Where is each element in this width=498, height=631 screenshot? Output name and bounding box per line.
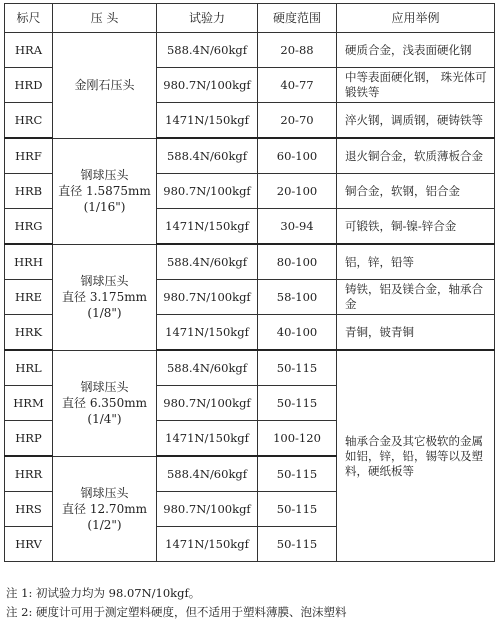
indenter-cell: 金刚石压头 xyxy=(53,33,157,139)
force-cell: 588.4N/60kgf xyxy=(157,244,258,280)
force-cell: 980.7N/100kgf xyxy=(157,492,258,527)
scale-cell: HRV xyxy=(5,527,53,562)
scale-cell: HRL xyxy=(5,350,53,386)
range-cell: 80-100 xyxy=(258,244,337,280)
indenter-cell: 钢球压头 直径 6.350mm (1/4") xyxy=(53,350,157,456)
merged-application-cell: 轴承合金及其它极软的金属如铝，锌，铅，锡等以及塑料，硬纸板等 xyxy=(337,350,495,562)
note-1: 注 1: 初试验力均为 98.07N/10kgf。 xyxy=(6,586,201,600)
range-cell: 60-100 xyxy=(258,138,337,174)
range-cell: 50-115 xyxy=(258,527,337,562)
table-row xyxy=(5,33,495,68)
force-cell: 1471N/150kgf xyxy=(157,527,258,562)
range-cell: 50-115 xyxy=(258,492,337,527)
scale-cell: HRA xyxy=(5,33,53,68)
scale-cell: HRK xyxy=(5,315,53,351)
range-cell: 40-100 xyxy=(258,315,337,351)
force-cell: 588.4N/60kgf xyxy=(157,350,258,386)
application-cell: 中等表面硬化钢， 珠光体可锻铁等 xyxy=(337,68,495,103)
application-cell: 铜合金，软钢，铝合金 xyxy=(337,174,495,209)
range-cell: 20-70 xyxy=(258,103,337,139)
indenter-cell: 钢球压头 直径 1.5875mm (1/16") xyxy=(53,138,157,244)
scale-cell: HRB xyxy=(5,174,53,209)
range-cell: 40-77 xyxy=(258,68,337,103)
scale-cell: HRF xyxy=(5,138,53,174)
scale-cell: HRS xyxy=(5,492,53,527)
table-header-row xyxy=(5,4,495,33)
scale-cell: HRC xyxy=(5,103,53,139)
force-cell: 588.4N/60kgf xyxy=(157,33,258,68)
range-cell: 20-100 xyxy=(258,174,337,209)
range-cell: 50-115 xyxy=(258,350,337,386)
range-cell: 100-120 xyxy=(258,421,337,457)
range-cell: 50-115 xyxy=(258,386,337,421)
scale-cell: HRH xyxy=(5,244,53,280)
range-cell: 58-100 xyxy=(258,280,337,315)
force-cell: 588.4N/60kgf xyxy=(157,456,258,492)
range-cell: 30-94 xyxy=(258,209,337,245)
indenter-cell: 钢球压头 直径 3.175mm (1/8") xyxy=(53,244,157,350)
scale-cell: HRP xyxy=(5,421,53,457)
application-cell: 铸铁，铝及镁合金，轴承合金 xyxy=(337,280,495,315)
table-row xyxy=(5,138,495,174)
table-row xyxy=(5,350,495,386)
application-cell: 退火铜合金，软质薄板合金 xyxy=(337,138,495,174)
force-cell: 1471N/150kgf xyxy=(157,209,258,245)
force-cell: 1471N/150kgf xyxy=(157,103,258,139)
range-cell: 20-88 xyxy=(258,33,337,68)
force-cell: 980.7N/100kgf xyxy=(157,280,258,315)
force-cell: 1471N/150kgf xyxy=(157,315,258,351)
scale-cell: HRM xyxy=(5,386,53,421)
application-cell: 淬火钢，调质钢，硬铸铁等 xyxy=(337,103,495,139)
force-cell: 980.7N/100kgf xyxy=(157,386,258,421)
rockwell-scale-table xyxy=(4,3,495,562)
force-cell: 980.7N/100kgf xyxy=(157,68,258,103)
note-2: 注 2: 硬度计可用于测定塑料硬度，但不适用于塑料薄膜、泡沫塑料 xyxy=(6,605,347,619)
application-cell: 硬质合金，浅表面硬化钢 xyxy=(337,33,495,68)
application-cell: 可锻铁，铜-镍-锌合金 xyxy=(337,209,495,245)
header-scale: 标尺 xyxy=(5,4,53,33)
scale-cell: HRR xyxy=(5,456,53,492)
force-cell: 1471N/150kgf xyxy=(157,421,258,457)
range-cell: 50-115 xyxy=(258,456,337,492)
header-test-force: 试验力 xyxy=(157,4,258,33)
force-cell: 588.4N/60kgf xyxy=(157,138,258,174)
application-cell: 铝，锌，铅等 xyxy=(337,244,495,280)
header-indenter: 压 头 xyxy=(53,4,157,33)
header-hardness-range: 硬度范围 xyxy=(258,4,337,33)
table-row xyxy=(5,244,495,280)
application-cell: 青铜，铍青铜 xyxy=(337,315,495,351)
scale-cell: HRG xyxy=(5,209,53,245)
table-notes xyxy=(6,584,347,622)
scale-cell: HRD xyxy=(5,68,53,103)
scale-cell: HRE xyxy=(5,280,53,315)
force-cell: 980.7N/100kgf xyxy=(157,174,258,209)
indenter-cell: 钢球压头 直径 12.70mm (1/2") xyxy=(53,456,157,562)
header-application: 应用举例 xyxy=(337,4,495,33)
